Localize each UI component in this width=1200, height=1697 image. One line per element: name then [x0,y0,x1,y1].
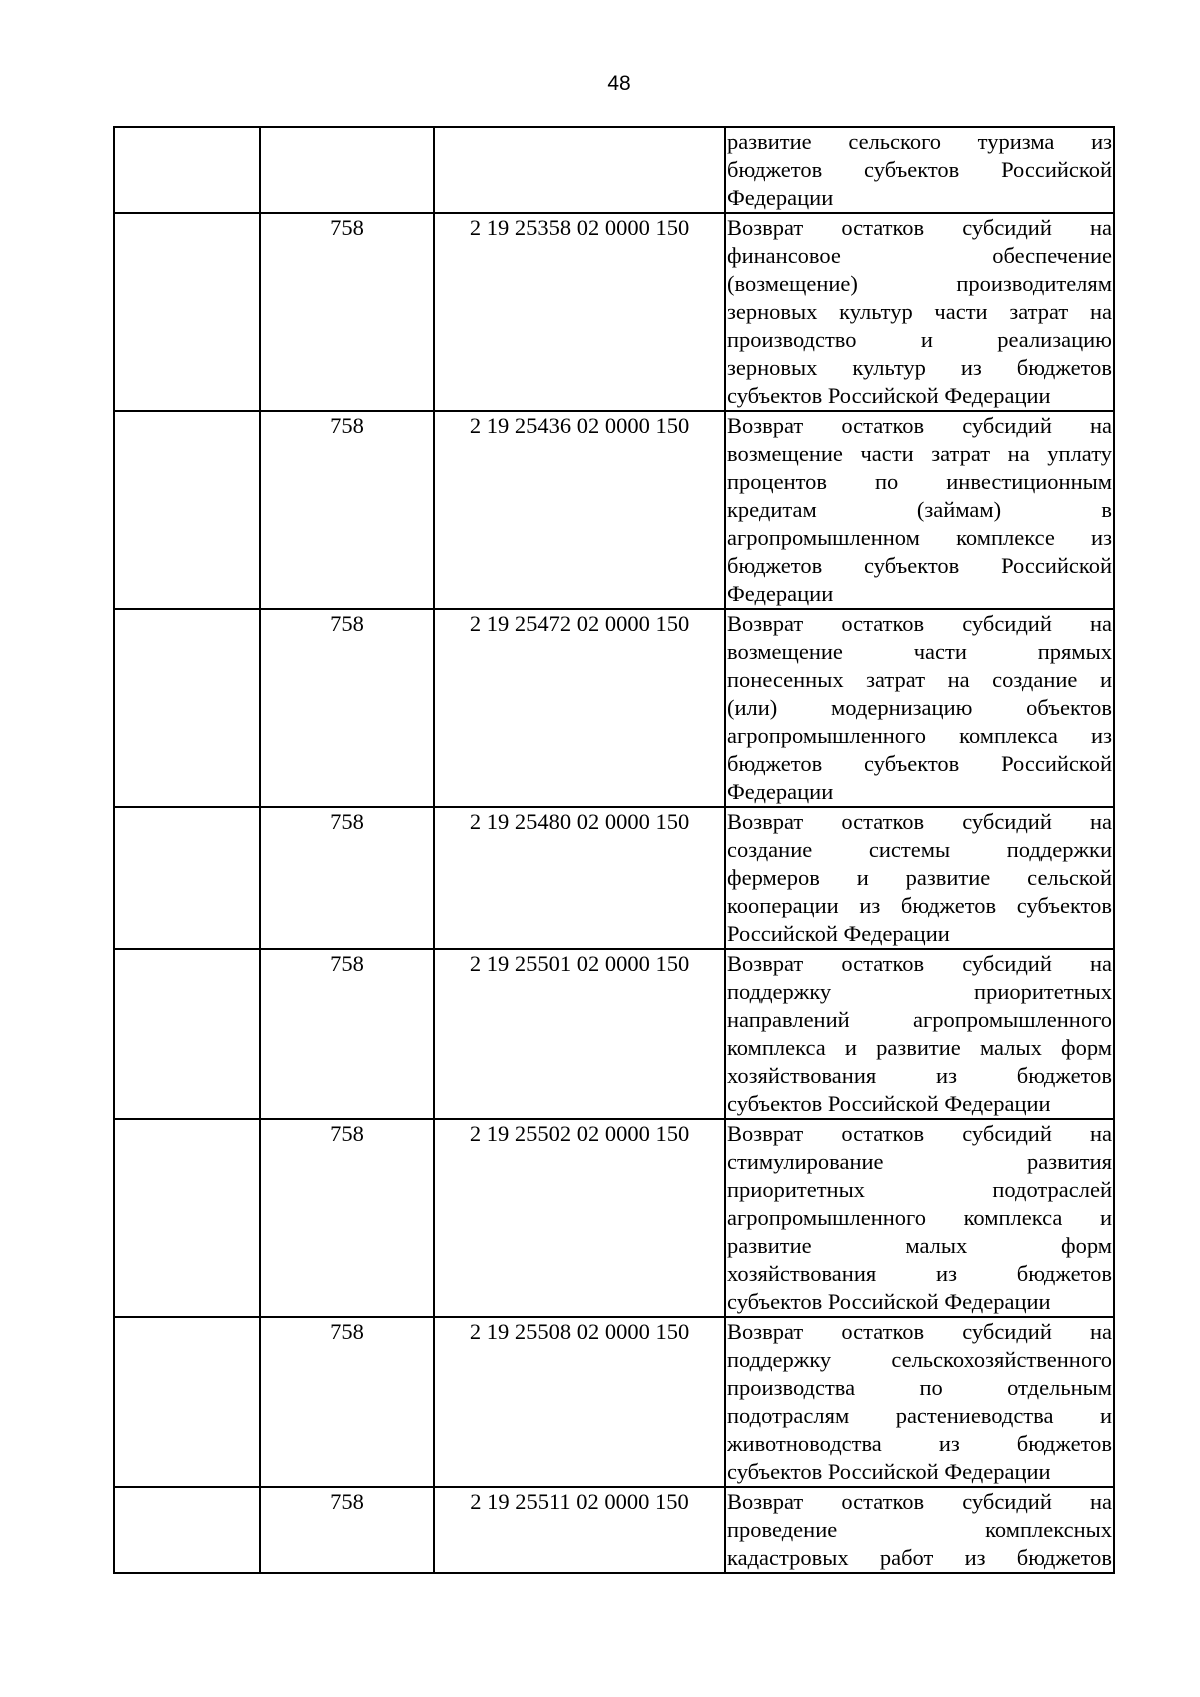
chief-admin-cell [114,949,260,1119]
chief-admin-cell [114,1317,260,1487]
chief-admin-cell [114,609,260,807]
revenue-name-line: агропромышленного комплекса и [727,1205,1112,1230]
revenue-name-line: производства по отдельным [727,1375,1112,1400]
revenue-name-line: фермеров и развитие сельской [727,865,1112,890]
revenue-name-line: Федерации [727,185,834,210]
admin-code-cell: 758 [260,1317,434,1487]
revenue-name-cell [725,411,1114,609]
revenue-name-cell [725,949,1114,1119]
chief-admin-cell [114,411,260,609]
revenue-name-line: направлений агропромышленного [727,1007,1112,1032]
revenue-name-line: кредитам (займам) в [727,497,1112,522]
revenue-name-line: финансовое обеспечение [727,243,1112,268]
table-row [114,807,1114,949]
budget-code-cell: 2 19 25502 02 0000 150 [434,1119,725,1317]
revenue-name-line: развитие сельского туризма из [727,129,1112,154]
revenue-name-line: процентов по инвестиционным [727,469,1112,494]
table-row [114,411,1114,609]
revenue-name-line: Возврат остатков субсидий на [727,1121,1112,1146]
table-row [114,127,1114,213]
table-row [114,1317,1114,1487]
revenue-name-line: понесенных затрат на создание и [727,667,1112,692]
budget-code-cell: 2 19 25501 02 0000 150 [434,949,725,1119]
table-body [114,127,1114,1573]
budget-code-cell: 2 19 25472 02 0000 150 [434,609,725,807]
revenue-name-line: субъектов Российской Федерации [727,1091,1051,1116]
chief-admin-cell [114,213,260,411]
budget-code-cell: 2 19 25436 02 0000 150 [434,411,725,609]
revenue-name-line: возмещение части затрат на уплату [727,441,1112,466]
chief-admin-cell [114,1119,260,1317]
revenue-name-line: бюджетов субъектов Российской [727,751,1112,776]
revenue-name-line: бюджетов субъектов Российской [727,553,1112,578]
revenue-name-line: субъектов Российской Федерации [727,383,1051,408]
revenue-name-line: комплекса и развитие малых форм [727,1035,1112,1060]
revenue-name-cell [725,1119,1114,1317]
revenue-name-line: Возврат остатков субсидий на [727,413,1112,438]
revenue-name-line: Возврат остатков субсидий на [727,809,1112,834]
table-row [114,1119,1114,1317]
revenue-name-line: хозяйствования из бюджетов [727,1063,1112,1088]
revenue-name-cell [725,127,1114,213]
revenue-name-line: (или) модернизацию объектов [727,695,1112,720]
admin-code-cell: 758 [260,1119,434,1317]
admin-code-cell: 758 [260,609,434,807]
chief-admin-cell [114,127,260,213]
revenue-name-line: кадастровых работ из бюджетов [727,1545,1112,1570]
revenue-name-line: возмещение части прямых [727,639,1112,664]
budget-code-cell: 2 19 25480 02 0000 150 [434,807,725,949]
admin-code-cell: 758 [260,1487,434,1573]
revenue-name-line: Возврат остатков субсидий на [727,951,1112,976]
table-row [114,213,1114,411]
revenue-name-line: субъектов Российской Федерации [727,1459,1051,1484]
revenue-name-line: Возврат остатков субсидий на [727,1489,1112,1514]
table-row [114,949,1114,1119]
admin-code-cell [260,127,434,213]
budget-code-cell: 2 19 25508 02 0000 150 [434,1317,725,1487]
budget-code-cell: 2 19 25358 02 0000 150 [434,213,725,411]
revenue-name-line: развитие малых форм [727,1233,1112,1258]
revenue-name-line: стимулирование развития [727,1149,1112,1174]
revenue-name-line: субъектов Российской Федерации [727,1289,1051,1314]
revenue-name-line: Возврат остатков субсидий на [727,1319,1112,1344]
chief-admin-cell [114,1487,260,1573]
admin-code-cell: 758 [260,411,434,609]
chief-admin-cell [114,807,260,949]
revenue-name-line: Федерации [727,779,834,804]
revenue-name-cell [725,609,1114,807]
revenue-name-line: Возврат остатков субсидий на [727,215,1112,240]
revenue-name-line: поддержку сельскохозяйственного [727,1347,1112,1372]
revenue-name-cell [725,1317,1114,1487]
budget-code-cell: 2 19 25511 02 0000 150 [434,1487,725,1573]
revenue-name-line: Российской Федерации [727,921,950,946]
revenue-name-line: животноводства из бюджетов [727,1431,1112,1456]
revenue-name-line: (возмещение) производителям [727,271,1112,296]
revenue-name-line: создание системы поддержки [727,837,1112,862]
revenue-name-line: подотраслям растениеводства и [727,1403,1112,1428]
revenue-name-cell [725,213,1114,411]
revenue-name-line: бюджетов субъектов Российской [727,157,1112,182]
revenue-name-line: агропромышленного комплекса из [727,723,1112,748]
revenue-name-cell [725,1487,1114,1573]
revenue-name-line: Федерации [727,581,834,606]
revenue-name-line: кооперации из бюджетов субъектов [727,893,1112,918]
revenue-name-line: агропромышленном комплексе из [727,525,1112,550]
revenue-name-line: хозяйствования из бюджетов [727,1261,1112,1286]
revenue-name-line: приоритетных подотраслей [727,1177,1112,1202]
revenue-name-line: зерновых культур из бюджетов [727,355,1112,380]
budget-classification-table [113,126,1115,1574]
admin-code-cell: 758 [260,807,434,949]
revenue-name-line: поддержку приоритетных [727,979,1112,1004]
table-row [114,609,1114,807]
admin-code-cell: 758 [260,949,434,1119]
revenue-name-line: проведение комплексных [727,1517,1112,1542]
page-number: 48 [607,72,631,95]
admin-code-cell: 758 [260,213,434,411]
revenue-name-cell [725,807,1114,949]
table-row [114,1487,1114,1573]
revenue-name-line: зерновых культур части затрат на [727,299,1112,324]
revenue-name-line: Возврат остатков субсидий на [727,611,1112,636]
budget-code-cell [434,127,725,213]
revenue-name-line: производство и реализацию [727,327,1112,352]
